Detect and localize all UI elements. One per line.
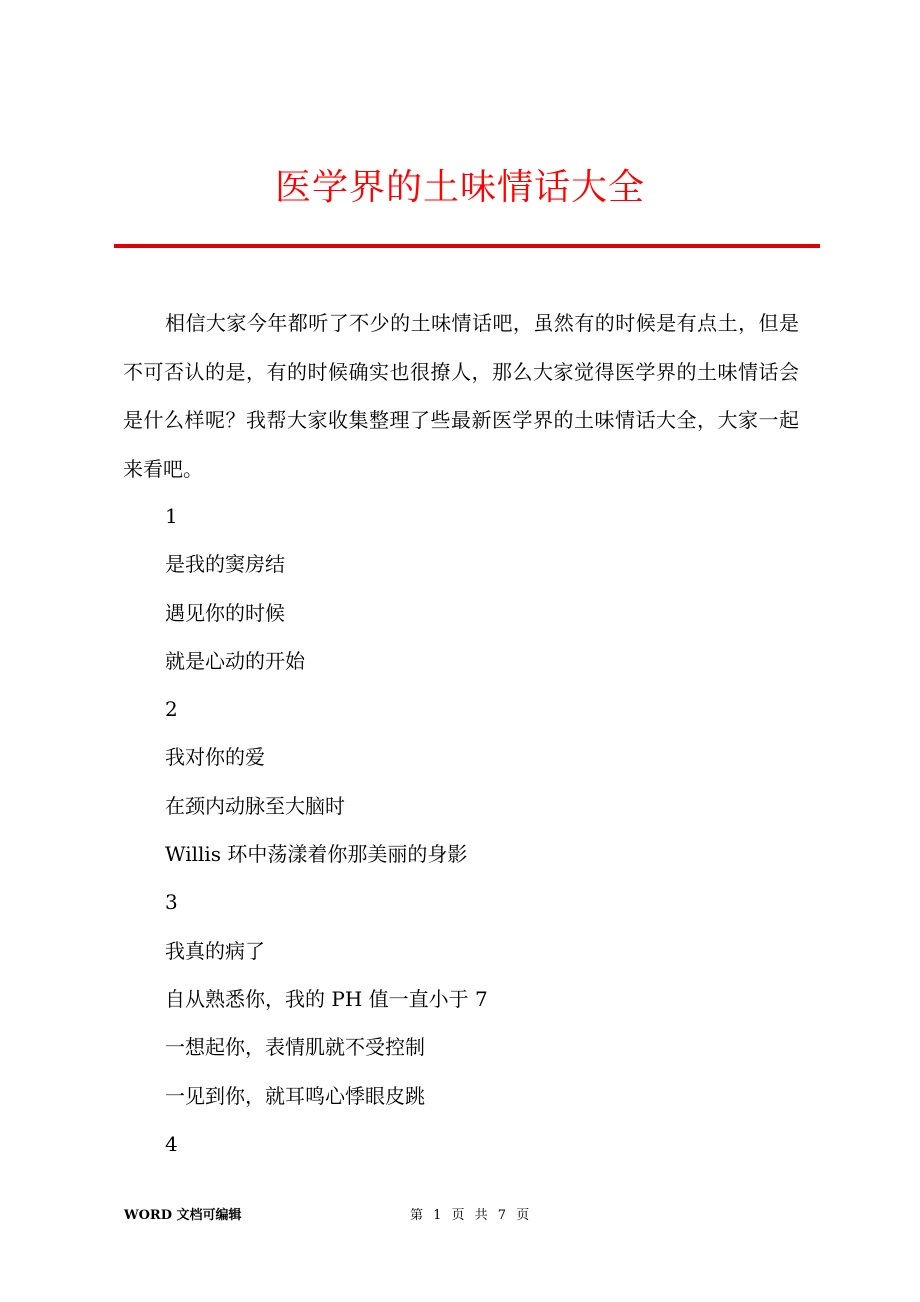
- line-item: 4: [165, 1131, 178, 1156]
- line-item: 自从熟悉你，我的 PH 值一直小于 7: [165, 986, 488, 1011]
- line-item: 3: [165, 890, 178, 915]
- line-item: 1: [165, 504, 178, 528]
- line-item: 一想起你，表情肌就不受控制: [165, 1035, 425, 1060]
- title-divider: [114, 244, 820, 248]
- document-title: 医学界的土味情话大全: [274, 167, 645, 208]
- line-item: 2: [165, 697, 178, 722]
- line-item: 就是心动的开始: [165, 648, 305, 673]
- line-item: Willis 环中荡漾着你那美丽的身影: [165, 842, 468, 867]
- footer-editable-note: WORD 文档可编辑: [124, 1208, 242, 1223]
- intro-paragraph: 相信大家今年都听了不少的土味情话吧，虽然有的时候是有点土，但是不可否认的是，有的时候确实也很撩人，那么大家觉得医学界的土味情话会是什么样呢？我帮大家收集整理了些最新医学界的土味情话大全，大家一起来看吧。: [123, 311, 799, 481]
- line-item: 一见到你，就耳鸣心悸眼皮跳: [165, 1083, 425, 1108]
- page-footer: [0, 1204, 920, 1228]
- line-item: 遇见你的时候: [165, 600, 285, 625]
- footer-page-number: 第 1 页 共 7 页: [410, 1208, 533, 1223]
- line-item: 我对你的爱: [165, 745, 265, 770]
- line-item: 我真的病了: [165, 938, 265, 963]
- line-item: 是我的窦房结: [165, 552, 285, 577]
- content-lines: [165, 492, 805, 1168]
- line-item: 在颈内动脉至大脑时: [165, 793, 345, 818]
